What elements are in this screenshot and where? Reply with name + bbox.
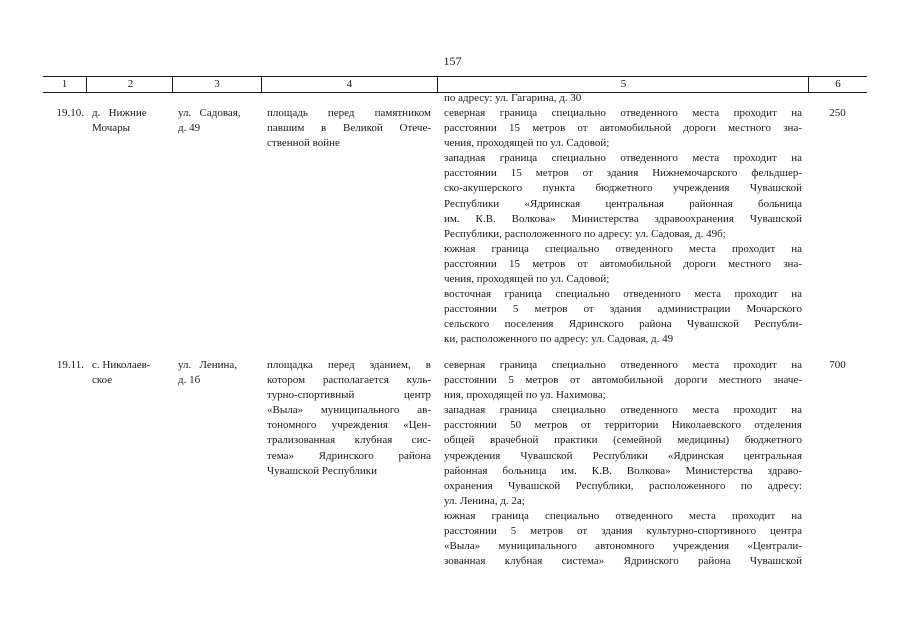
value-cell: 700	[829, 359, 846, 371]
place-line: площадка перед зданием, в	[267, 359, 431, 371]
continuation-row	[43, 91, 867, 106]
boundary-line: южная граница специально отведенного места проходит на	[444, 242, 802, 255]
row-number: 19.10.	[56, 107, 84, 119]
boundary-line: чения, проходящей по ул. Садовой;	[444, 137, 610, 150]
boundary-line: восточная граница специально отведенного места проходит на	[444, 288, 802, 301]
place-line: Чувашской Республики	[267, 464, 378, 477]
column-header-3: 3	[172, 77, 261, 92]
boundary-line: чения, проходящей по ул. Садовой;	[444, 273, 610, 286]
address-line: ул. Садовая,	[178, 107, 241, 119]
boundary-line: расстоянии 15 метров от автомобильной дороги местного зна-	[444, 122, 802, 135]
place-line: площадь перед памятником	[267, 107, 431, 119]
place-line: тема» Ядринского района	[267, 449, 431, 462]
locality-cell	[86, 358, 172, 569]
place-line: турно-спортивный центр	[267, 389, 431, 402]
boundary-line: южная граница специально отведенного места проходит на	[444, 509, 802, 522]
boundary-line: зованная клубная система» Ядринского района Чувашской	[444, 555, 802, 568]
boundary-line: западная граница специально отведенного места проходит на	[444, 404, 802, 417]
boundary-line: расстоянии 15 метров от автомобильной дороги местного зна-	[444, 257, 802, 270]
boundary-line: им. К.В. Волкова» Министерства здравоохранения Чувашской	[444, 212, 802, 225]
column-header-2: 2	[86, 77, 172, 92]
locality-line: Мочары	[92, 122, 131, 135]
place-cell	[261, 358, 437, 569]
column-header-6: 6	[808, 77, 867, 92]
boundary-line: общей врачебной практики (семейной медицины) бюджетного	[444, 434, 802, 447]
boundary-line: ния, проходящей по ул. Нахимова;	[444, 389, 606, 402]
table-row	[43, 358, 867, 569]
value-cell: 250	[829, 107, 846, 119]
page-number: 157	[443, 54, 462, 68]
boundary-line: расстоянии 5 метров от автомобильной дороги местного значе-	[444, 374, 802, 387]
place-line: ственной войне	[267, 137, 340, 150]
boundary-line: учреждения Чувашской Республики «Ядринская центральная	[444, 449, 802, 462]
boundary-line: охранения Чувашской Республики, расположенного по адресу:	[444, 479, 802, 492]
column-header-4: 4	[261, 77, 437, 92]
address-line: д. 49	[178, 122, 201, 135]
boundaries-cell	[437, 106, 808, 348]
place-line: трализованная клубная сис-	[267, 434, 431, 447]
place-line: котором располагается куль-	[267, 374, 431, 387]
boundary-line: западная граница специально отведенного места проходит на	[444, 152, 802, 165]
address-line: ул. Ленина,	[178, 359, 238, 371]
place-cell	[261, 106, 437, 348]
table-row	[43, 106, 867, 348]
address-cell	[172, 358, 261, 569]
locality-line: с. Николаев-	[92, 359, 151, 371]
boundary-line: районная больница им. К.В. Волкова» Министерства здраво-	[444, 464, 802, 477]
boundary-line: северная граница специально отведенного места проходит на	[444, 359, 802, 371]
continuation-text: по адресу: ул. Гагарина, д. 30	[444, 92, 582, 104]
locality-line: д. Нижние	[92, 107, 147, 119]
place-line: «Выла» муниципального ав-	[267, 404, 431, 417]
boundary-line: сельского поселения Ядринского района Чувашской Республи-	[444, 318, 802, 331]
boundary-line: ки, расположенного по адресу: ул. Садовая, д. 49	[444, 333, 674, 346]
boundary-line: расстоянии 50 метров от территории Николаевского отделения	[444, 419, 802, 432]
boundary-line: расстоянии 15 метров от здания Нижнемочарского фельдшер-	[444, 167, 802, 180]
column-header-5: 5	[437, 77, 808, 92]
boundary-line: расстоянии 5 метров от здания культурно-спортивного центра	[444, 525, 802, 538]
locality-cell	[86, 106, 172, 348]
place-line: павшим в Великой Отече-	[267, 122, 431, 135]
boundary-line: расстоянии 5 метров от здания администрации Мочарского	[444, 303, 802, 316]
column-header-1: 1	[61, 78, 68, 90]
boundary-line: Республики «Ядринская центральная районная больница	[444, 197, 802, 210]
boundary-line: Республики, расположенного по адресу: ул. Садовая, д. 49б;	[444, 227, 726, 240]
locality-line: ское	[92, 374, 113, 387]
address-line: д. 1б	[178, 374, 201, 387]
address-cell	[172, 106, 261, 348]
boundary-line: «Выла» муниципального автономного учреждения «Централи-	[444, 540, 802, 553]
place-line: тономного учреждения «Цен-	[267, 419, 431, 432]
boundary-line: ул. Ленина, д. 2а;	[444, 494, 525, 507]
row-number: 19.11.	[56, 359, 84, 371]
boundary-line: ско-акушерского пункта бюджетного учреждения Чувашской	[444, 182, 802, 195]
boundary-line: северная граница специально отведенного места проходит на	[444, 107, 802, 119]
boundaries-cell	[437, 358, 808, 569]
